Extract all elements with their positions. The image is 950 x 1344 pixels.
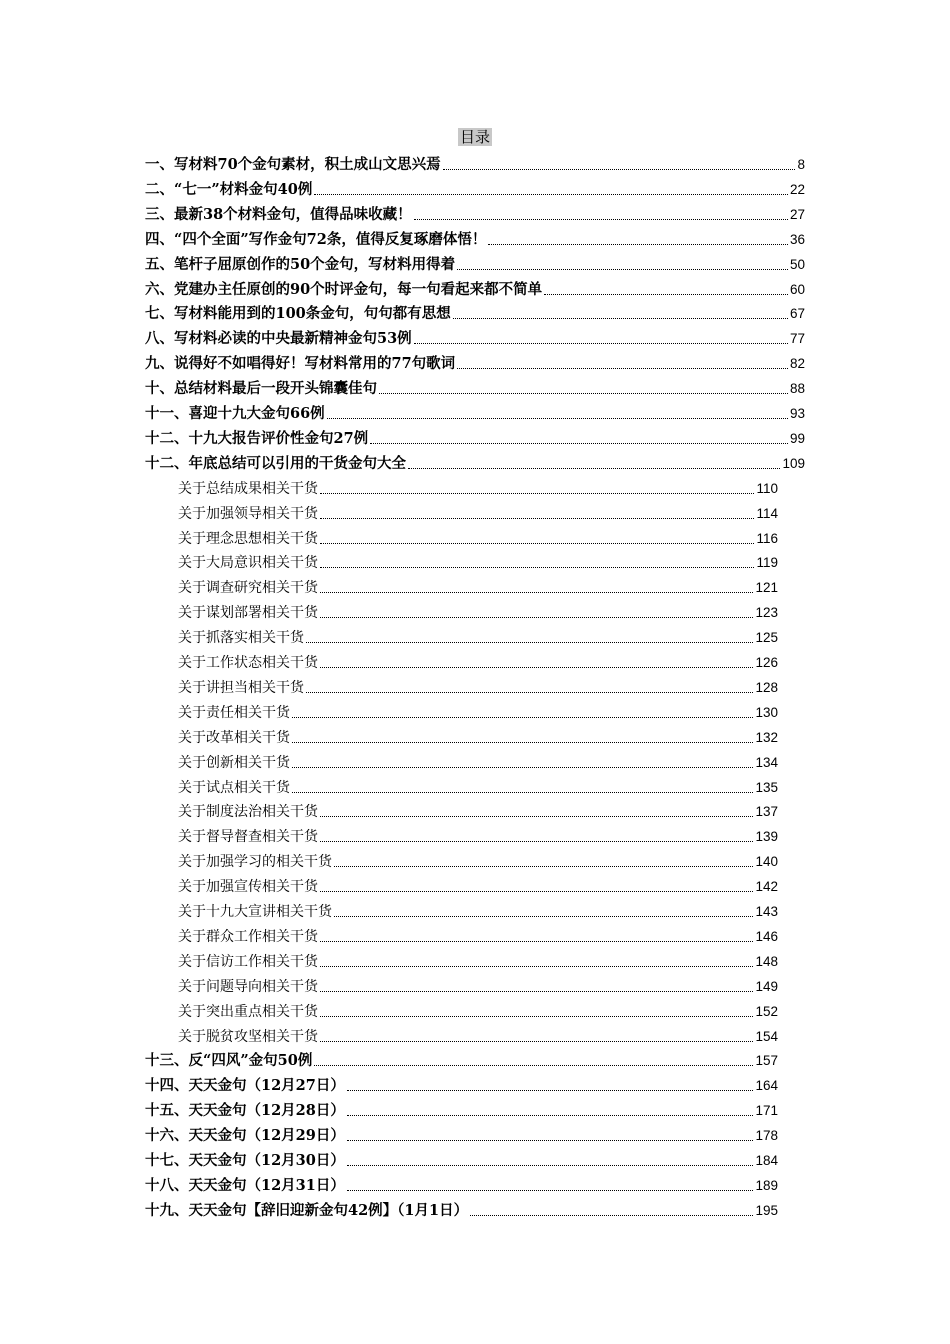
toc-entry-page: 8 xyxy=(797,157,805,172)
toc-entry-label: 十一、喜迎十九大金句66例 xyxy=(145,405,325,422)
toc-entry-page: 140 xyxy=(755,854,778,870)
toc-entry[interactable] xyxy=(145,374,805,399)
dot-leader xyxy=(370,443,788,444)
dot-leader xyxy=(320,966,753,967)
toc-entry-page: 128 xyxy=(755,679,778,695)
toc-entry-page: 27 xyxy=(789,206,805,222)
toc-entry-label: 关于工作状态相关干货 xyxy=(178,655,318,671)
toc-entry-page: 121 xyxy=(755,580,778,596)
dot-leader xyxy=(320,991,753,992)
toc-entry[interactable] xyxy=(145,399,805,424)
toc-entry[interactable] xyxy=(145,250,805,275)
toc-subentry[interactable] xyxy=(178,623,778,648)
toc-entry-label: 十九、天天金句【辞旧迎新金句42例】（1月1日） xyxy=(145,1201,469,1219)
toc-entry-page: 77 xyxy=(789,331,805,347)
toc-entry-label: 一、写材料70个金句素材，积土成山文思兴焉 xyxy=(145,156,441,173)
toc-subentry[interactable] xyxy=(178,698,778,723)
dot-leader xyxy=(306,642,753,643)
toc-title: 目录 xyxy=(459,128,490,146)
toc-entry-label: 十四、天天金句（12月27日） xyxy=(145,1077,345,1095)
toc-subentry[interactable] xyxy=(178,673,778,698)
toc-entry-label: 十二、十九大报告评价性金句27例 xyxy=(145,429,369,447)
toc-entry-page: 88 xyxy=(789,381,805,397)
toc-entry-label: 关于总结成果相关干货 xyxy=(178,480,318,497)
toc-entry-page: 134 xyxy=(755,754,778,770)
dot-leader xyxy=(320,667,753,668)
toc-entry-label: 二、“七一”材料金句40例 xyxy=(145,180,313,198)
dot-leader xyxy=(327,418,788,419)
dot-leader xyxy=(453,318,788,319)
dot-leader xyxy=(320,567,754,568)
toc-entry-page: 152 xyxy=(755,1003,778,1019)
toc-entry[interactable] xyxy=(145,175,805,200)
toc-entry-label: 九、说得好不如唱得好！写材料常用的77句歌词 xyxy=(145,355,456,373)
toc-entry-label: 关于群众工作相关干货 xyxy=(178,928,318,945)
toc-entry-page: 171 xyxy=(755,1103,778,1119)
toc-entry-label: 六、党建办主任原创的90个时评金句，每一句看起来都不简单 xyxy=(145,280,543,298)
toc-entry-label: 十八、天天金句（12月31日） xyxy=(145,1176,345,1194)
toc-subentry[interactable] xyxy=(178,474,778,499)
toc-entry-label: 关于加强领导相关干货 xyxy=(178,505,318,522)
toc-subentry[interactable] xyxy=(178,797,778,822)
toc-subentry[interactable] xyxy=(178,548,778,573)
toc-entry-page: 137 xyxy=(755,804,778,820)
toc-entry-label: 关于谋划部署相关干货 xyxy=(178,605,318,622)
toc-entry-label: 关于调查研究相关干货 xyxy=(178,580,318,597)
toc-entry-page: 143 xyxy=(755,904,778,919)
dot-leader xyxy=(320,816,753,817)
toc-entry[interactable] xyxy=(145,1196,778,1221)
toc-entry-label: 七、写材料能用到的100条金句，句句都有思想 xyxy=(145,305,451,323)
dot-leader xyxy=(320,518,754,519)
toc-subentry[interactable] xyxy=(178,822,778,847)
toc-entry-page: 50 xyxy=(789,256,805,272)
toc-entry[interactable] xyxy=(145,449,805,474)
dot-leader xyxy=(334,916,753,917)
toc-entry-page: 154 xyxy=(755,1028,778,1044)
dot-leader xyxy=(443,169,796,170)
dot-leader xyxy=(292,717,753,718)
toc-entry-label: 十六、天天金句（12月29日） xyxy=(145,1127,345,1145)
toc-entry-page: 164 xyxy=(755,1078,778,1094)
toc-entry[interactable] xyxy=(145,1121,778,1146)
dot-leader xyxy=(379,393,788,394)
toc-entry-label: 关于抓落实相关干货 xyxy=(178,630,304,647)
toc-subentry[interactable] xyxy=(178,922,778,947)
dot-leader xyxy=(414,343,788,344)
toc-entry-page: 93 xyxy=(789,406,805,421)
toc-entry-page: 184 xyxy=(755,1153,778,1168)
dot-leader xyxy=(320,592,753,593)
dot-leader xyxy=(334,866,753,867)
toc-entry[interactable] xyxy=(145,1071,778,1096)
toc-entry[interactable] xyxy=(145,1171,778,1196)
toc-entry-label: 十七、天天金句（12月30日） xyxy=(145,1152,345,1169)
toc-entry-page: 119 xyxy=(756,555,778,571)
toc-entry-page: 142 xyxy=(755,879,778,895)
toc-subentry[interactable] xyxy=(178,499,778,524)
dot-leader xyxy=(347,1115,754,1116)
toc-entry[interactable] xyxy=(145,1096,778,1121)
dot-leader xyxy=(292,742,753,743)
toc-entry-label: 三、最新38个材料金句，值得品味收藏！ xyxy=(145,205,412,223)
toc-entry-label: 关于试点相关干货 xyxy=(178,779,290,796)
toc-entry-page: 116 xyxy=(756,530,778,546)
toc-entry-page: 67 xyxy=(789,306,805,322)
toc-subentry[interactable] xyxy=(178,723,778,748)
dot-leader xyxy=(306,692,753,693)
toc-subentry[interactable] xyxy=(178,897,778,922)
toc-entry-label: 关于突出重点相关干货 xyxy=(178,1003,318,1020)
toc-entry-page: 132 xyxy=(755,729,778,745)
toc-entry-page: 60 xyxy=(789,281,805,297)
toc-subentry[interactable] xyxy=(178,872,778,897)
toc-entry-label: 十、总结材料最后一段开头锦囊佳句 xyxy=(145,380,377,398)
dot-leader xyxy=(320,1016,753,1017)
toc-subentry[interactable] xyxy=(178,1022,778,1047)
toc-entry[interactable] xyxy=(145,225,805,250)
toc-entry[interactable] xyxy=(145,200,805,225)
toc-entry[interactable] xyxy=(145,324,805,349)
toc-entry-label: 八、写材料必读的中央最新精神金句53例 xyxy=(145,330,412,348)
toc-entry-label: 关于改革相关干货 xyxy=(178,729,290,746)
toc-entry-label: 关于加强宣传相关干货 xyxy=(178,879,318,896)
toc-entry-label: 关于信访工作相关干货 xyxy=(178,953,318,970)
dot-leader xyxy=(314,1065,753,1066)
toc-entry-page: 36 xyxy=(789,231,805,247)
dot-leader xyxy=(544,294,788,295)
toc-entry-label: 关于讲担当相关干货 xyxy=(178,679,304,696)
dot-leader xyxy=(320,941,753,942)
dot-leader xyxy=(320,841,753,842)
dot-leader xyxy=(408,468,780,469)
toc-entry-page: 114 xyxy=(756,505,778,521)
toc-entry-label: 关于制度法治相关干货 xyxy=(178,804,318,821)
toc-entry-page: 109 xyxy=(782,455,805,471)
toc-entry-label: 关于理念思想相关干货 xyxy=(178,530,318,547)
toc-entry-label: 五、笔杆子屈原创作的50个金句，写材料用得着 xyxy=(145,255,456,273)
toc-subentry[interactable] xyxy=(178,773,778,798)
dot-leader xyxy=(347,1140,754,1141)
toc-subentry[interactable] xyxy=(178,598,778,623)
toc-entry-page: 82 xyxy=(789,356,805,372)
toc-entry-page: 126 xyxy=(755,655,778,670)
toc-entry-label: 十五、天天金句（12月28日） xyxy=(145,1102,345,1120)
dot-leader xyxy=(347,1165,754,1166)
toc-subentry[interactable] xyxy=(178,972,778,997)
toc-entry-label: 关于脱贫攻坚相关干货 xyxy=(178,1028,318,1045)
toc-entry-label: 关于督导督查相关干货 xyxy=(178,829,318,846)
toc-entry-page: 146 xyxy=(755,928,778,944)
toc-entry-page: 139 xyxy=(755,829,778,845)
toc-subentry[interactable] xyxy=(178,997,778,1022)
toc-entry[interactable] xyxy=(145,349,805,374)
toc-entry-page: 149 xyxy=(755,978,778,994)
dot-leader xyxy=(320,891,753,892)
toc-subentry[interactable] xyxy=(178,947,778,972)
toc-entry-page: 123 xyxy=(755,605,778,621)
toc-subentry[interactable] xyxy=(178,847,778,872)
toc-entry[interactable] xyxy=(145,424,805,449)
toc-entry-label: 关于问题导向相关干货 xyxy=(178,978,318,995)
toc-entry-label: 关于十九大宣讲相关干货 xyxy=(178,904,332,920)
toc-entry-label: 关于创新相关干货 xyxy=(178,754,290,771)
dot-leader xyxy=(347,1090,754,1091)
toc-entry-page: 125 xyxy=(755,630,778,646)
dot-leader xyxy=(292,792,753,793)
dot-leader xyxy=(320,1041,753,1042)
toc-entry-page: 148 xyxy=(755,953,778,969)
toc-subentry[interactable] xyxy=(178,524,778,549)
toc-entry-label: 关于责任相关干货 xyxy=(178,704,290,721)
toc-entry[interactable] xyxy=(145,150,805,175)
toc-entry-label: 关于大局意识相关干货 xyxy=(178,555,318,572)
dot-leader xyxy=(457,368,788,369)
toc-entry-page: 195 xyxy=(755,1202,778,1218)
dot-leader xyxy=(320,543,754,544)
toc-entry-page: 178 xyxy=(755,1128,778,1144)
toc-subentry[interactable] xyxy=(178,748,778,773)
toc-entry-label: 四、“四个全面”写作金句72条，值得反复琢磨体悟！ xyxy=(145,230,487,248)
dot-leader xyxy=(320,493,754,494)
dot-leader xyxy=(457,269,788,270)
toc-subentry[interactable] xyxy=(178,648,778,673)
dot-leader xyxy=(414,219,788,220)
toc-entry-page: 130 xyxy=(755,704,778,720)
dot-leader xyxy=(314,194,788,195)
dot-leader xyxy=(292,767,753,768)
dot-leader xyxy=(347,1190,754,1191)
toc-entry[interactable] xyxy=(145,299,805,324)
toc-entry-page: 135 xyxy=(755,779,778,795)
toc-subentry[interactable] xyxy=(178,573,778,598)
toc-entry-label: 十二、年底总结可以引用的干货金句大全 xyxy=(145,454,406,472)
dot-leader xyxy=(470,1215,753,1216)
toc-entry-label: 关于加强学习的相关干货 xyxy=(178,854,332,871)
toc-entry[interactable] xyxy=(145,275,805,300)
toc-entry-page: 157 xyxy=(755,1053,778,1069)
toc-entry-page: 189 xyxy=(755,1177,778,1193)
dot-leader xyxy=(320,617,753,618)
toc-entry[interactable] xyxy=(145,1046,778,1071)
toc-entry-page: 110 xyxy=(756,480,778,496)
toc-entry-label: 十三、反“四风”金句50例 xyxy=(145,1052,313,1070)
toc-entry-page: 99 xyxy=(789,430,805,446)
toc-entry-page: 22 xyxy=(789,181,805,197)
toc-entry[interactable] xyxy=(145,1146,778,1171)
dot-leader xyxy=(488,244,788,245)
